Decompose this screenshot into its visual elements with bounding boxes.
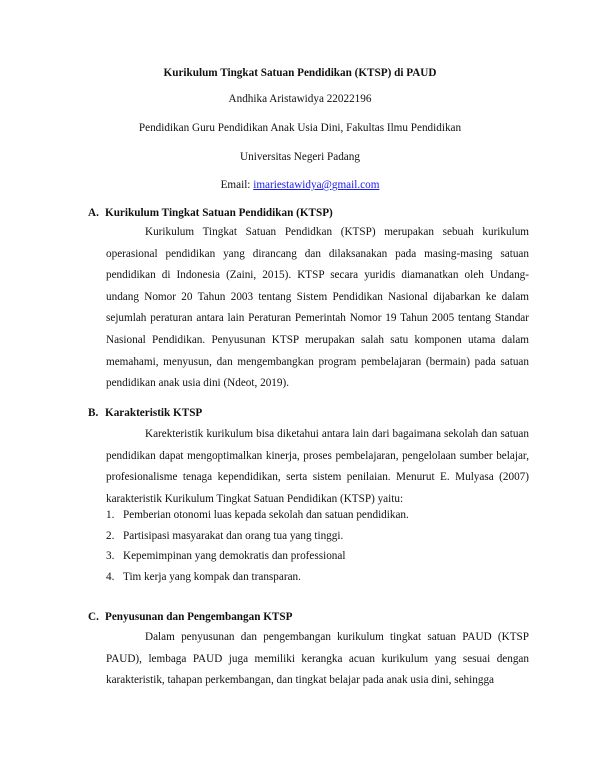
- email-link[interactable]: imariestawidya@gmail.com: [253, 179, 380, 191]
- characteristics-list: [106, 505, 536, 588]
- list-item-text: Kepemimpinan yang demokratis dan professional: [123, 550, 346, 563]
- program-line: Pendidikan Guru Pendidikan Anak Usia Dini, Fakultas Ilmu Pendidikan: [138, 122, 462, 134]
- list-item-number: 1.: [106, 509, 115, 521]
- section-a-letter: A.: [88, 207, 99, 219]
- list-item-number: 4.: [106, 571, 115, 584]
- section-c-heading: [88, 611, 292, 623]
- university-line: Universitas Negeri Padang: [240, 151, 360, 163]
- list-item-text: Partisipasi masyarakat dan orang tua yang tinggi.: [123, 529, 344, 542]
- section-a-heading: [88, 207, 333, 219]
- section-b-letter: B.: [88, 407, 99, 419]
- section-b-heading: [88, 407, 202, 419]
- section-c-letter: C.: [88, 611, 99, 623]
- list-item-text: Tim kerja yang kompak dan transparan.: [123, 571, 301, 584]
- list-item: [106, 526, 536, 547]
- section-a-title: Kurikulum Tingkat Satuan Pendidikan (KTSP): [105, 207, 333, 219]
- list-item-number: 3.: [106, 550, 115, 563]
- list-item: [106, 505, 536, 526]
- author-line: Andhika Aristawidya 22022196: [228, 93, 372, 105]
- section-c-paragraph: Dalam penyusunan dan pengembangan kurikulum tingkat satuan PAUD (KTSP PAUD), lembaga PAUD juga memiliki kerangka acuan kurikulum yang sesuai dengan karakteristik, tahapan perkembangan, dan tingkat belajar pada anak usia dini, sehingga: [106, 631, 529, 687]
- list-item-number: 2.: [106, 529, 115, 542]
- list-item-text: Pemberian otonomi luas kepada sekolah dan satuan pendidikan.: [123, 509, 409, 521]
- section-b-title: Karakteristik KTSP: [105, 407, 203, 419]
- email-line: [0, 179, 600, 191]
- section-a-paragraph: Kurikulum Tingkat Satuan Pendidkan (KTSP) merupakan sebuah kurikulum operasional pendidikan yang dirancang dan dilaksanakan pada masing-masing satuan pendidikan di Indonesia (Zaini, 2015). KTSP secara yuridis diamanatkan oleh Undang-undang Nomor 20 Tahun 2003 tentang Sistem Pendidikan Nasional dijabarkan ke dalam sejumlah peraturan antara lain Peraturan Pemerintah Nomor 19 Tahun 2005 tentang Standar Nasional Pendidikan. Penyusunan KTSP merupakan salah satu komponen utama dalam memahami, menyusun, dan mengembangkan program pembelajaran (bermain) pada satuan pendidikan anak usia dini (Ndeot, 2019).: [106, 226, 529, 390]
- list-item: [106, 567, 536, 588]
- document-title: Kurikulum Tingkat Satuan Pendidikan (KTSP) di PAUD: [163, 67, 437, 79]
- email-label: Email:: [220, 179, 251, 191]
- section-c-title: Penyusunan dan Pengembangan KTSP: [105, 611, 293, 623]
- list-item: [106, 546, 536, 567]
- section-b-paragraph: Karekteristik kurikulum bisa diketahui antara lain dari bagaimana sekolah dan satuan pendidikan dapat mengoptimalkan kinerja, proses pembelajaran, pengelolaan sumber belajar, profesionalisme tenaga kependidikan, serta sistem penilaian. Menurut E. Mulyasa (2007) karakteristik Kurikulum Tingkat Satuan Pendidikan (KTSP) yaitu:: [106, 428, 529, 505]
